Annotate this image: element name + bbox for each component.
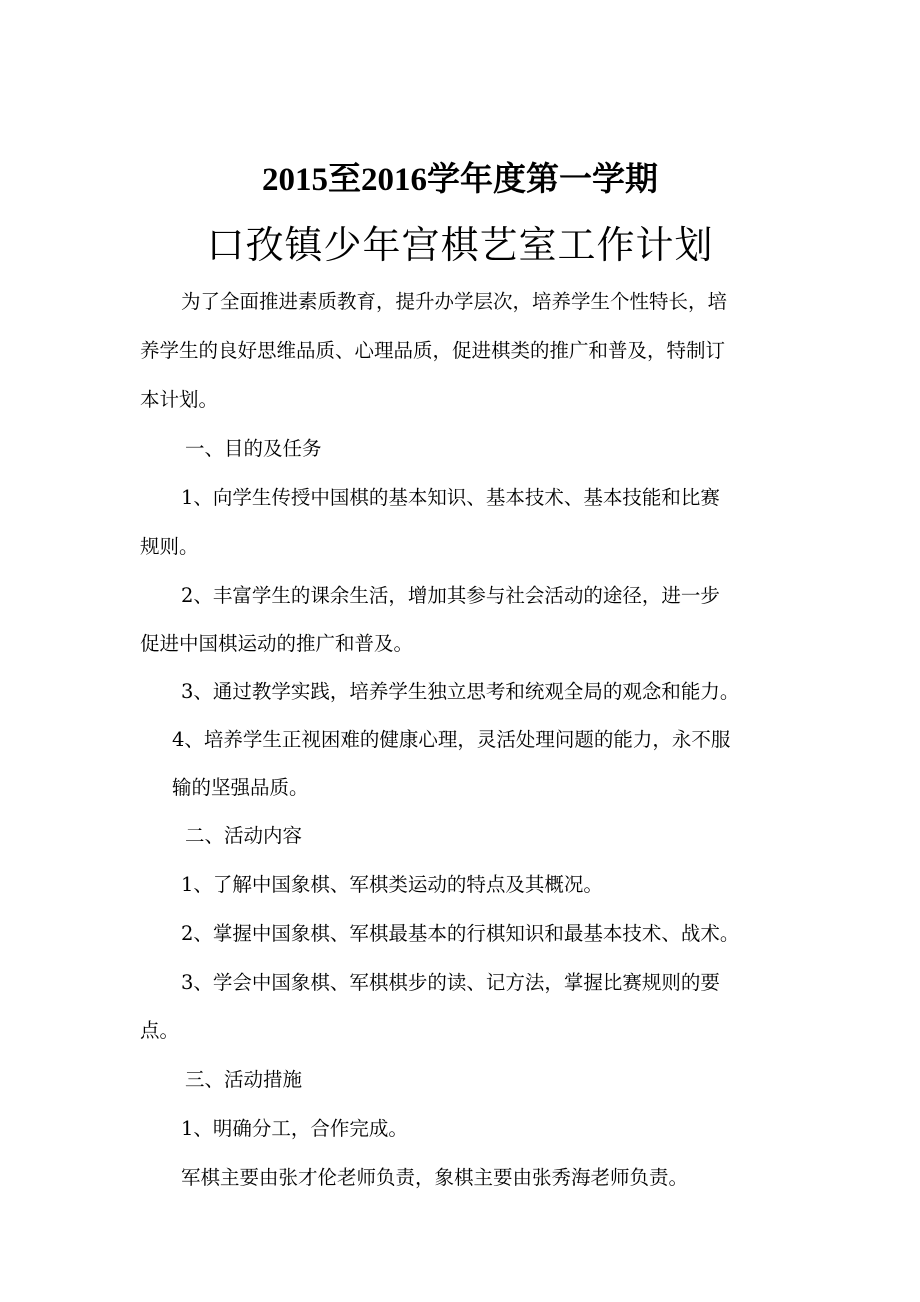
- goal-item-1-line-1: 1、向学生传授中国棋的基本知识、基本技术、基本技能和比赛: [181, 486, 720, 509]
- content-item-3-line-2: 点。: [140, 1019, 180, 1042]
- goal-item-4-line-1: 4、培养学生正视困难的健康心理，灵活处理问题的能力，永不服: [172, 728, 731, 751]
- content-item-3-line-1: 3、学会中国象棋、军棋棋步的读、记方法，掌握比赛规则的要: [181, 971, 720, 994]
- intro-line-3: 本计划。: [140, 388, 219, 411]
- goal-item-4-line-2: 输的坚强品质。: [172, 776, 309, 799]
- content-item-1: 1、了解中国象棋、军棋类运动的特点及其概况。: [181, 873, 603, 896]
- goal-item-1-line-2: 规则。: [140, 535, 199, 558]
- goal-item-2-line-2: 促进中国棋运动的推广和普及。: [140, 632, 414, 655]
- section-heading-measures: 三、活动措施: [185, 1068, 303, 1091]
- section-heading-content: 二、活动内容: [185, 824, 303, 847]
- content-item-2: 2、掌握中国象棋、军棋最基本的行棋知识和最基本技术、战术。: [181, 922, 740, 945]
- document-title-plan: 口孜镇少年宫棋艺室工作计划: [206, 223, 714, 267]
- goal-item-3: 3、通过教学实践，培养学生独立思考和统观全局的观念和能力。: [181, 680, 740, 703]
- document-title-term: 2015至2016学年度第一学期: [262, 162, 658, 198]
- intro-line-1: 为了全面推进素质教育，提升办学层次，培养学生个性特长，培: [181, 290, 728, 313]
- intro-line-2: 养学生的良好思维品质、心理品质，促进棋类的推广和普及，特制订: [140, 339, 726, 362]
- goal-item-2-line-1: 2、丰富学生的课余生活，增加其参与社会活动的途径，进一步: [181, 584, 720, 607]
- measure-item-1-detail: 军棋主要由张才伦老师负责，象棋主要由张秀海老师负责。: [181, 1166, 689, 1189]
- measure-item-1: 1、明确分工，合作完成。: [181, 1117, 408, 1140]
- section-heading-goals: 一、目的及任务: [185, 437, 322, 460]
